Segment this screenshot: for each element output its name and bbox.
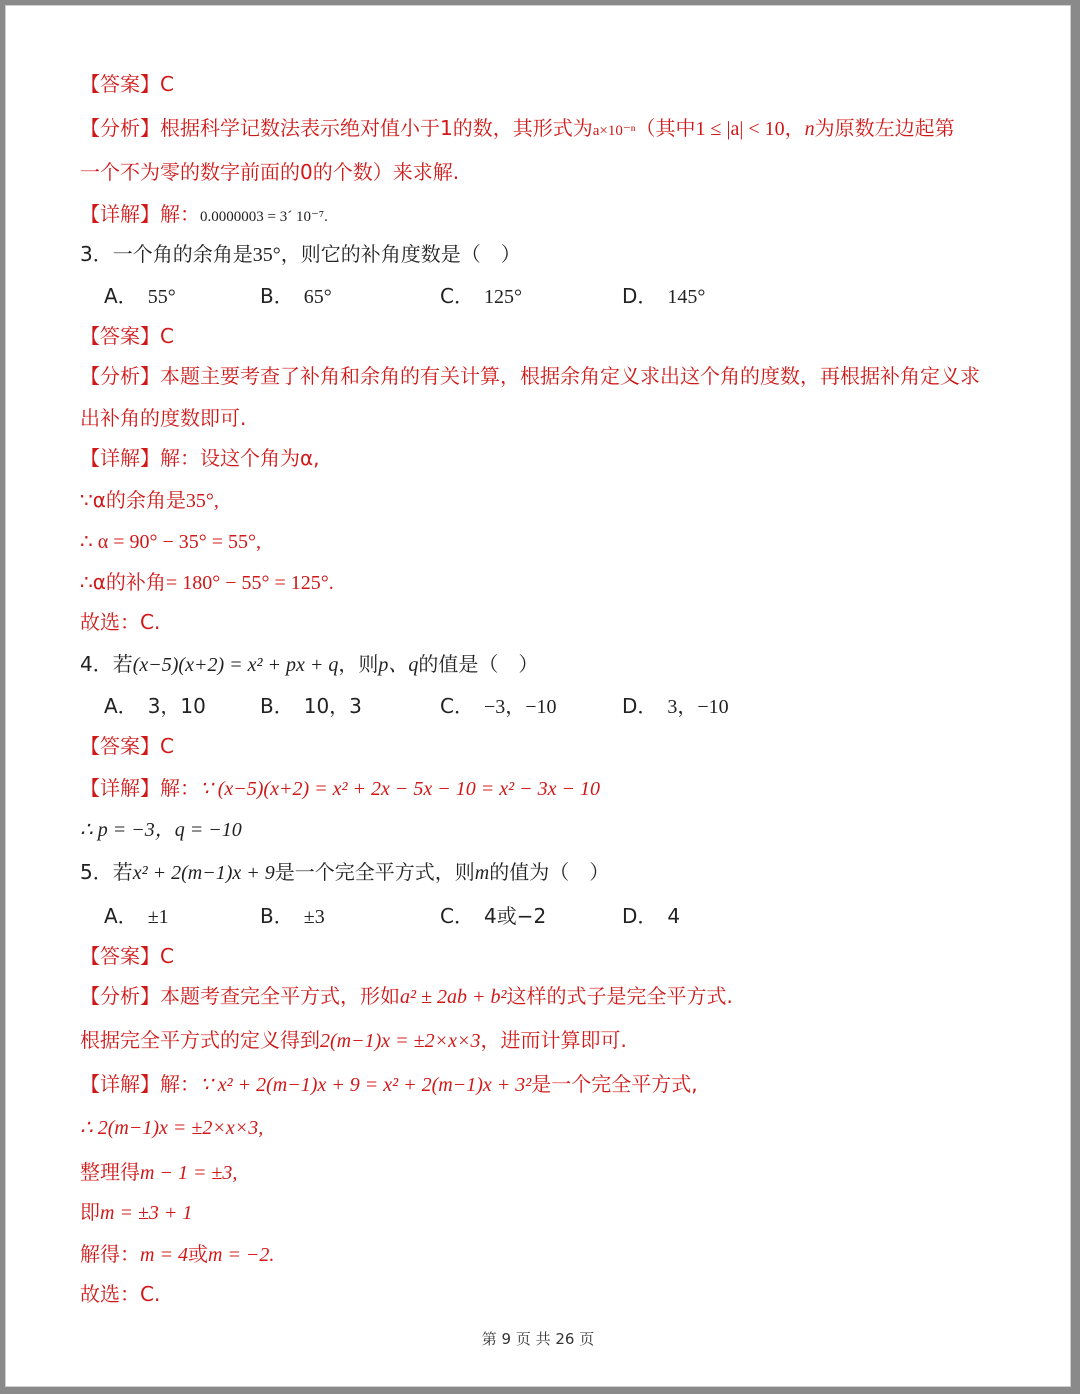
q2-analysis-text-b: （其中 xyxy=(635,116,696,140)
q5-option-d: D． 4 xyxy=(622,904,681,928)
q2-answer: 【答案】C xyxy=(80,72,174,96)
q3-detail-1: 【详解】解：设这个角为α, xyxy=(80,446,320,470)
page-footer: 第 9 页 共 26 页 xyxy=(481,1330,595,1348)
q5-step-3: 即m = ±3 + 1 xyxy=(80,1200,193,1224)
q5-stem: 5．若x² + 2(m−1)x + 9是一个完全平方式，则m的值为（ ） xyxy=(80,860,610,884)
q3-answer: 【答案】C xyxy=(80,324,174,348)
q2-detail xyxy=(80,200,1010,231)
q5-conclusion: 故选：C. xyxy=(80,1282,161,1306)
q4-option-b: B． 10，3 xyxy=(260,694,362,718)
q5-option-b: B． ±3 xyxy=(260,904,325,928)
q5-option-a: A． ±1 xyxy=(104,904,169,928)
q2-detail-label: 【详解】解： xyxy=(80,202,200,226)
q2-analysis-n: n xyxy=(804,118,815,140)
q3-detail-4: ∴α的补角= 180° − 55° = 125°. xyxy=(80,570,334,594)
q3-option-a: A． 55° xyxy=(104,284,176,308)
q4-detail-formula: ∵ (x−5)(x+2) = x² + 2x − 5x − 10 = x² − 3x − 10 xyxy=(200,778,600,800)
q2-analysis-text: 【分析】根据科学记数法表示绝对值小于1的数，其形式为 xyxy=(80,116,593,140)
q5-step-2: 整理得m − 1 = ±3, xyxy=(80,1160,238,1184)
q5-detail: 【详解】解：∵ x² + 2(m−1)x + 9 = x² + 2(m−1)x + 3²是一个完全平方式, xyxy=(80,1072,698,1096)
q4-option-c: C． −3，−10 xyxy=(440,694,557,718)
q2-analysis-range: 1 ≤ |a| < 10 xyxy=(695,118,785,140)
q3-stem-text: 3．一个角的余角是 xyxy=(80,242,253,266)
q3-option-b: B． 65° xyxy=(260,284,332,308)
q3-stem xyxy=(80,240,1010,269)
q4-answer: 【答案】C xyxy=(80,734,174,758)
q3-conclusion: 故选：C. xyxy=(80,610,161,634)
q2-analysis-text-d: 为原数左边起第 xyxy=(814,116,955,140)
q3-option-c: C． 125° xyxy=(440,284,522,308)
q2-detail-formula: 0.0000003 = 3´ 10⁻⁷. xyxy=(200,209,328,225)
q5-analysis-formula: a² ± 2ab + b² xyxy=(400,986,507,1008)
q4-option-a: A． 3，10 xyxy=(104,694,206,718)
q4-detail: 【详解】解：∵ (x−5)(x+2) = x² + 2x − 5x − 10 = x² − 3x − 10 xyxy=(80,776,600,800)
q5-analysis-formula-2: 2(m−1)x = ±2×x×3 xyxy=(320,1030,481,1052)
q3-stem-value: 35° xyxy=(252,244,281,266)
q2-analysis-line-2: 一个不为零的数字前面的0的个数）来求解. xyxy=(80,160,460,184)
q3-option-d: D． 145° xyxy=(622,284,706,308)
q2-analysis-formula: a×10⁻ⁿ xyxy=(592,123,636,139)
q5-step-4: 解得：m = 4或m = −2. xyxy=(80,1242,275,1266)
q4-option-d: D． 3，−10 xyxy=(622,694,729,718)
q5-answer: 【答案】C xyxy=(80,944,174,968)
q5-detail-formula: ∵ x² + 2(m−1)x + 9 = x² + 2(m−1)x + 3² xyxy=(200,1074,532,1096)
q3-stem-text-b: ，则它的补角度数是（ ） xyxy=(280,242,521,266)
q5-analysis-line-1: 【分析】本题考查完全平方式，形如a² ± 2ab + b²这样的式子是完全平方式. xyxy=(80,984,733,1008)
q4-stem-formula: (x−5)(x+2) = x² + px + q xyxy=(132,654,339,676)
q5-stem-formula: x² + 2(m−1)x + 9 xyxy=(132,862,275,884)
q3-detail-2: ∵α的余角是35°, xyxy=(80,488,219,512)
q2-analysis-comma: ， xyxy=(784,116,805,140)
q4-stem: 4．若(x−5)(x+2) = x² + px + q，则p、q的值是（ ） xyxy=(80,652,539,676)
q5-option-c: C． 4或−2 xyxy=(440,904,547,928)
q2-analysis-line-1 xyxy=(80,114,1010,145)
document-page xyxy=(6,6,1070,1386)
q5-step-1: ∴ 2(m−1)x = ±2×x×3, xyxy=(80,1117,264,1139)
q3-analysis-line-2: 出补角的度数即可. xyxy=(80,406,247,430)
q4-detail-2: ∴ p = −3，q = −10 xyxy=(80,819,242,841)
q5-analysis-line-2: 根据完全平方式的定义得到2(m−1)x = ±2×x×3，进而计算即可. xyxy=(80,1028,627,1052)
q3-detail-3: ∴ α = 90° − 35° = 55°, xyxy=(80,531,262,553)
q3-analysis-line-1: 【分析】本题主要考查了补角和余角的有关计算，根据余角定义求出这个角的度数，再根据补角定义求 xyxy=(80,364,980,388)
